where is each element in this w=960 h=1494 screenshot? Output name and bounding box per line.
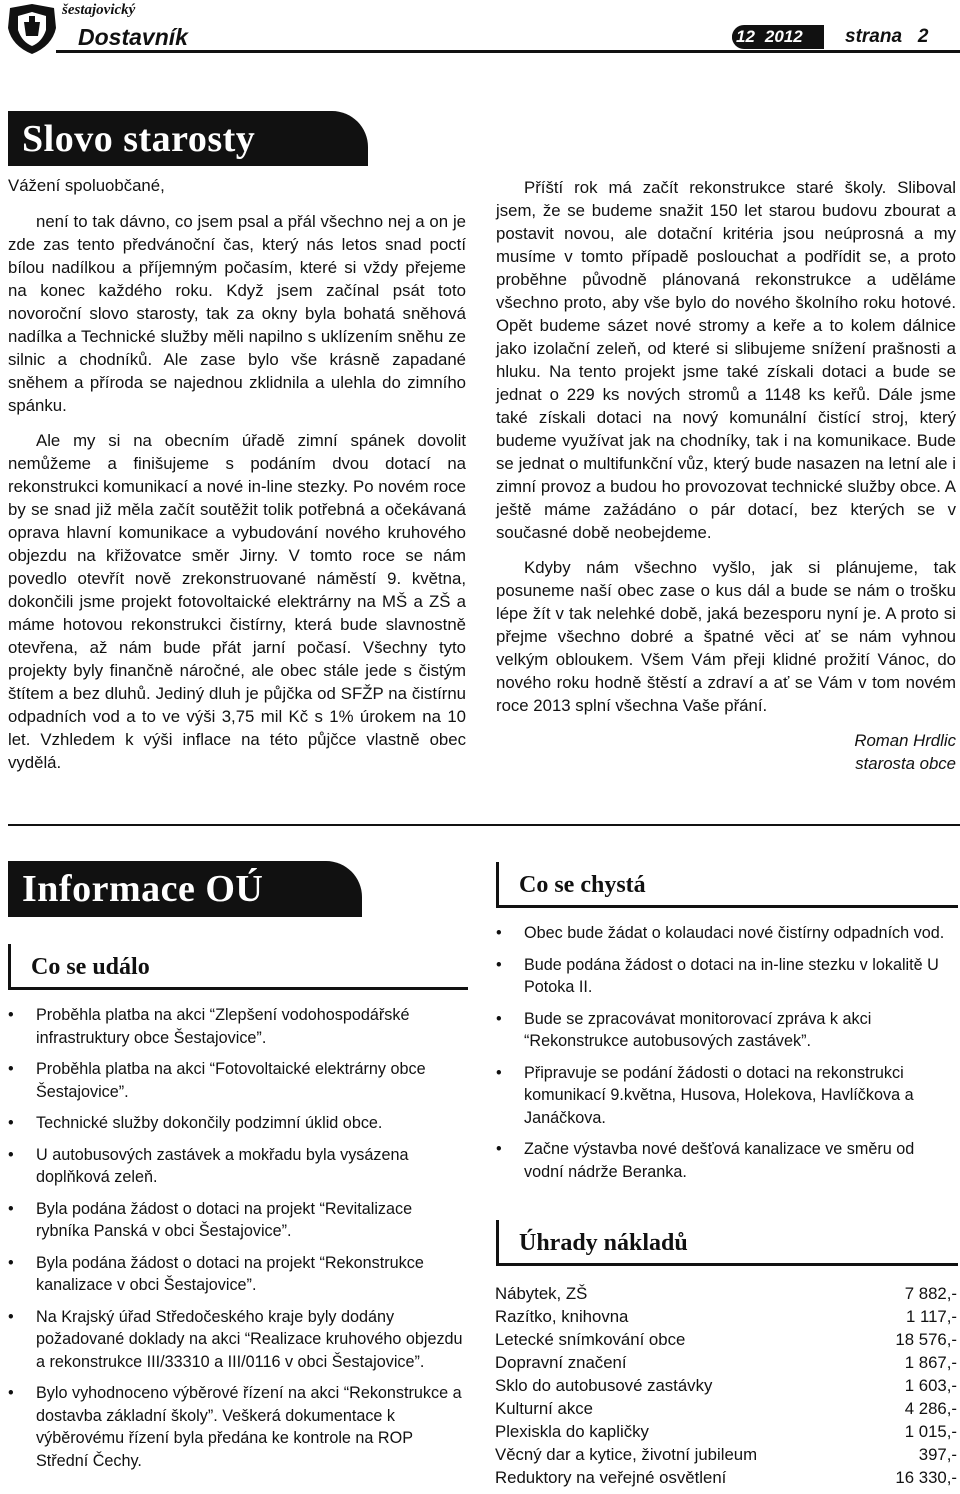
list-item: • Připravuje se podání žádosti o dotaci na rekonstrukci komunikací 9.května, Husova, Holekova, Havlíčkova a Janáčkova.	[496, 1062, 956, 1130]
cost-name: Kulturní akce	[495, 1399, 593, 1418]
cost-row	[495, 1443, 957, 1466]
cost-row	[495, 1305, 957, 1328]
cost-amount: 4 286,-	[904, 1399, 957, 1418]
page-indicator	[845, 26, 928, 48]
section-banner-informace-ou: Informace OÚ	[8, 861, 362, 917]
cost-row	[495, 1420, 957, 1443]
list-item: • Začne výstavba nové dešťová kanalizace ve směru od vodní nádrže Beranka.	[496, 1138, 956, 1183]
cost-row	[495, 1466, 957, 1489]
signature-role: starosta obce	[855, 754, 956, 773]
paragraph: Kdyby nám všechno vyšlo, jak si plánujeme, tak posuneme naší obec zase o kus dál a bude se nám o trošku lépe žít v tak nelehké době, jaká bezesporu nyní je. A proto si přejme všechno dobré a špatné věci ať se nám vyhnou velkým obloukem. Všem Vám přeji klidné prožití Vánoc, do nového roku hodně štěstí a zdraví a ať se Vám v tom novém roce 2013 splní všechna Vaše přání.	[496, 558, 956, 715]
signature-name: Roman Hrdlic	[854, 731, 956, 750]
header-rule	[56, 50, 960, 53]
page-number: 2	[917, 26, 929, 47]
list-item: • Bude podána žádost o dotaci na in-line stezku v lokalitě U Potoka II.	[496, 954, 956, 999]
cost-amount: 18 576,-	[895, 1330, 957, 1349]
cost-amount: 1 015,-	[904, 1422, 957, 1441]
subheading-uhrady-nakladu: Úhrady nákladů	[496, 1220, 958, 1266]
list-item: • Na Krajský úřad Středočeského kraje byly dodány požadované doklady na akci “Realizace kruhového objezdu a rekonstrukce III/33310 a III/0116 v obci Šestajovice”.	[8, 1306, 468, 1374]
cost-row	[495, 1397, 957, 1420]
list-item: • Proběhla platba na akci “Fotovoltaické elektrárny obce Šestajovice”.	[8, 1058, 468, 1103]
section-divider	[8, 824, 960, 826]
chysta-list	[496, 922, 956, 1192]
list-item: • Bylo vyhodnoceno výběrové řízení na akci “Rekonstrukce a dostavba základní školy”. Veškerá dokumentace k výběrovému řízení byla předána ke kontrole na ROP Střední Čechy.	[8, 1382, 468, 1472]
list-item: • Byla podána žádost o dotaci na projekt “Revitalizace rybníka Panská v obci Šestajovice”.	[8, 1198, 468, 1243]
masthead-prefix: šestajovický	[62, 2, 136, 18]
cost-name: Razítko, knihovna	[495, 1307, 629, 1326]
cost-amount: 1 117,-	[906, 1307, 957, 1326]
paragraph: Ale my si na obecním úřadě zimní spánek dovolit nemůžeme a finišujeme s podáním dvou dotací na rekonstrukci komunikací a nové in-line stezky. Po novém roce by se snad již měla začít soutěžit tolik potřebná a očekávaná oprava hlavní komunikace a vybudování nového kruhového objezdu na křižovatce směr Jirny. V tomto roce se nám povedlo otevřít nově zrekonstruované náměstí 9. května, dokončili jsme projekt fotovoltaické elektrárny na MŠ a ZŠ a máme hotovou rekonstrukci čistírny, která bude slavnostně otevřena, až nám bude přát jarní počasí. Všechny tyto projekty byly finančně náročné, ale obec stále jede s čistým štítem a bez dluhů. Jediný dluh je půjčka od SFŽP na čistírnu odpadních vod a to ve výši 3,75 mil Kč s 1% úrokem na 10 let. Vzhledem k výši inflace na této půjčce vlastně obec vydělá.	[8, 431, 466, 772]
cost-row	[495, 1351, 957, 1374]
section-banner-slovo-starosty: Slovo starosty	[8, 111, 368, 166]
list-item: • Byla podána žádost o dotaci na projekt “Rekonstrukce kanalizace v obci Šestajovice”.	[8, 1252, 468, 1297]
list-item: • Technické služby dokončily podzimní úklid obce.	[8, 1112, 468, 1135]
udalo-list	[8, 1004, 468, 1481]
cost-name: Věcný dar a kytice, životní jubileum	[495, 1445, 758, 1464]
cost-row	[495, 1282, 957, 1305]
subheading-co-se-udalo: Co se událo	[8, 944, 468, 990]
list-item: • U autobusových zastávek a mokřadu byla vysázena doplňková zeleň.	[8, 1144, 468, 1189]
list-item: • Proběhla platba na akci “Zlepšení vodohospodářské infrastruktury obce Šestajovice”.	[8, 1004, 468, 1049]
slovo-left-column	[8, 210, 466, 774]
issue-number: 12	[732, 27, 759, 47]
slovo-right-column	[496, 176, 956, 775]
cost-amount: 397,-	[918, 1445, 957, 1464]
cost-row	[495, 1374, 957, 1397]
cost-amount: 1 867,-	[904, 1353, 957, 1372]
cost-name: Sklo do autobusové zastávky	[495, 1376, 713, 1395]
cost-name: Reduktory na veřejné osvětlení	[495, 1468, 727, 1487]
village-crest-icon	[2, 2, 64, 56]
paragraph: není to tak dávno, co jsem psal a přál všechno nej a on je zde zas tento předvánoční čas, který nás letos snad poctí bílou nadílkou a příjemným počasím, které si vždy přejeme na konec každého roku. Když jsem začínal psát toto novoroční slovo starosty, tak za okny byla bohatá sněhová nadílka a Technické služby měli napilno s uklízením sněhu ze silnic a chodníků. Ale zase bylo vše krásně zapadané sněhem a příroda se najednou zklidnila a ulehla do zimního spánku.	[8, 212, 466, 415]
issue-year: 2012	[764, 27, 803, 46]
masthead-title: Dostavník	[78, 24, 188, 50]
greeting: Vážení spoluobčané,	[8, 176, 165, 195]
list-item: • Obec bude žádat o kolaudaci nové čistírny odpadních vod.	[496, 922, 956, 945]
cost-name: Nábytek, ZŠ	[495, 1284, 588, 1303]
cost-amount: 16 330,-	[895, 1468, 957, 1487]
cost-name: Letecké snímkování obce	[495, 1330, 686, 1349]
list-item: • Bude se zpracovávat monitorovací zpráva k akci “Rekonstrukce autobusových zastávek”.	[496, 1008, 956, 1053]
issue-badge	[732, 25, 824, 49]
cost-name: Plexiskla do kapličky	[495, 1422, 649, 1441]
subheading-co-se-chysta: Co se chystá	[496, 862, 958, 908]
cost-name: Dopravní značení	[495, 1353, 627, 1372]
cost-row	[495, 1328, 957, 1351]
cost-amount: 7 882,-	[904, 1284, 957, 1303]
page-label: strana	[845, 26, 903, 47]
costs-table	[495, 1282, 957, 1489]
paragraph: Příští rok má začít rekonstrukce staré školy. Sliboval jsem, že se budeme snažit 150 let starou budovu zbourat a postavit novou, ale dotační kritéria jsou neúprosná a my musíme v tomto případě poslouchat a podřídit se, a proto proběhne původně plánovaná rekonstrukce a uděláme všechno proto, aby vše bylo do nového školního roku hotové. Opět budeme sázet nové stromy a keře a to kolem dálnice jako izolační zeleň, od které si slibujeme snížení prašnosti a hluku. Na tento projekt jsme také získali dotaci a bude se jednat o 229 ks nových stromů a 1148 ks keřů. Dále jsme také získali dotaci na nový komunální čistící stroj, který budeme využívat jak na chodníky, tak i na komunikace. Bude se jednat o multifunkční vůz, který bude nasazen na letní ale i zimní provoz a budou ho provozovat technické služby obce. A ještě máme zažádáno o pár dotací, bez kterých se v současné době neobejdeme.	[496, 178, 956, 542]
cost-amount: 1 603,-	[904, 1376, 957, 1395]
